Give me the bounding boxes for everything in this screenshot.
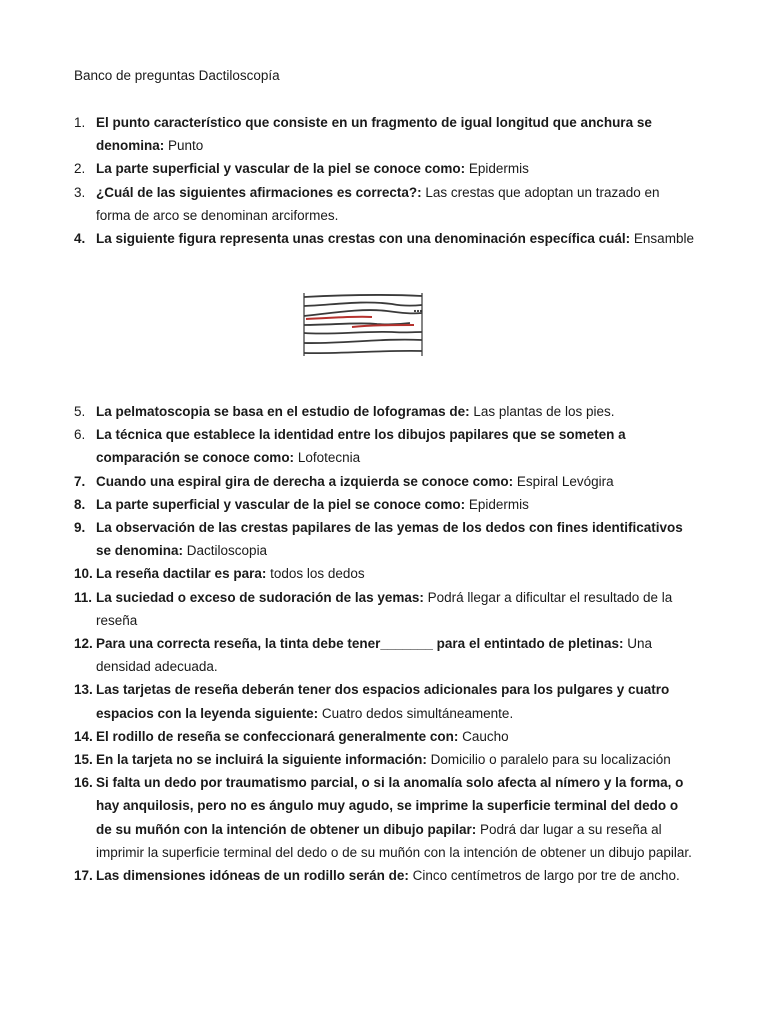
question-text: El rodillo de reseña se confeccionará generalmente con: bbox=[96, 728, 459, 744]
question-text: Las dimensiones idóneas de un rodillo serán de: bbox=[96, 868, 409, 884]
ridge-figure bbox=[302, 292, 428, 358]
question-text: Para una correcta reseña, la tinta debe tener_______ para el entintado de pletinas: bbox=[96, 636, 624, 652]
question-number: 1. bbox=[74, 115, 86, 130]
question-text: La suciedad o exceso de sudoración de las yemas: bbox=[96, 589, 424, 605]
question-number: 14. bbox=[74, 728, 93, 744]
question-text: La pelmatoscopia se basa en el estudio de lofogramas de: bbox=[96, 404, 470, 419]
question-number: 7. bbox=[74, 473, 86, 489]
figure-dot bbox=[420, 310, 422, 312]
question-text: El punto característico que consiste en un fragmento de igual longitud que anchura se denomina: bbox=[96, 115, 652, 154]
question-item bbox=[74, 586, 696, 632]
question-text: ¿Cuál de las siguientes afirmaciones es correcta?: bbox=[96, 184, 422, 200]
question-number: 11. bbox=[74, 589, 93, 605]
question-item bbox=[74, 864, 696, 887]
question-item bbox=[74, 748, 696, 771]
question-item bbox=[74, 771, 696, 864]
question-item bbox=[74, 400, 696, 423]
question-text: La técnica que establece la identidad entre los dibujos papilares que se someten a comparación se conoce como: bbox=[96, 427, 626, 466]
answer-text: Dactiloscopia bbox=[183, 543, 268, 559]
question-text: La siguiente figura representa unas crestas con una denominación específica cuál: bbox=[96, 231, 631, 247]
question-number: 12. bbox=[74, 636, 93, 652]
answer-text: Lofotecnia bbox=[294, 450, 361, 466]
question-number: 3. bbox=[74, 184, 86, 200]
ridge-line bbox=[304, 310, 422, 316]
figure-dot bbox=[417, 310, 419, 312]
question-number: 17. bbox=[74, 868, 93, 884]
ridge-line bbox=[304, 332, 422, 334]
answer-text: Punto bbox=[164, 138, 204, 154]
question-item bbox=[74, 423, 696, 469]
question-number: 9. bbox=[74, 520, 86, 536]
answer-text: Espiral Levógira bbox=[513, 473, 614, 489]
answer-text: Las crestas que adoptan un trazado en forma de arco se denominan arciformes. bbox=[96, 184, 660, 223]
question-item bbox=[74, 111, 696, 157]
ridge-line bbox=[304, 295, 422, 297]
question-number: 5. bbox=[74, 404, 86, 419]
answer-text: Cinco centímetros de largo por tre de ancho. bbox=[408, 868, 680, 884]
ridge-line bbox=[304, 302, 422, 306]
question-number: 10. bbox=[74, 566, 93, 582]
answer-text: Podrá dar lugar a su reseña al imprimir la superficie terminal del dedo o de su muñón con la intención de obtener un dibujo papilar. bbox=[96, 821, 692, 860]
answer-text: Domicilio o paralelo para su localización bbox=[426, 752, 671, 768]
question-item bbox=[74, 725, 696, 748]
question-number: 4. bbox=[74, 231, 86, 247]
question-item bbox=[74, 516, 696, 562]
question-item bbox=[74, 157, 696, 180]
answer-text: Las plantas de los pies. bbox=[469, 404, 615, 419]
answer-text: Podrá llegar a dificultar el resultado de la reseña bbox=[96, 589, 673, 628]
question-number: 6. bbox=[74, 427, 86, 443]
answer-text: Caucho bbox=[458, 728, 509, 744]
answer-text: Ensamble bbox=[630, 231, 694, 247]
ridge-line-highlight bbox=[352, 325, 414, 327]
question-number: 13. bbox=[74, 682, 93, 698]
question-text: La observación de las crestas papilares de las yemas de los dedos con fines identificativos se denomina: bbox=[96, 520, 683, 559]
question-text: La parte superficial y vascular de la piel se conoce como: bbox=[96, 496, 466, 512]
question-item bbox=[74, 227, 696, 250]
question-text: La reseña dactilar es para: bbox=[96, 566, 267, 582]
answer-text: todos los dedos bbox=[266, 566, 365, 582]
question-text: La parte superficial y vascular de la piel se conoce como: bbox=[96, 161, 466, 177]
question-list-top bbox=[74, 111, 696, 250]
question-item bbox=[74, 181, 696, 227]
question-text: Cuando una espiral gira de derecha a izquierda se conoce como: bbox=[96, 473, 514, 489]
document-title: Banco de preguntas Dactiloscopía bbox=[74, 68, 280, 83]
question-number: 8. bbox=[74, 496, 86, 512]
question-number: 16. bbox=[74, 775, 93, 791]
question-number: 2. bbox=[74, 161, 86, 177]
question-item bbox=[74, 632, 696, 678]
question-item bbox=[74, 562, 696, 585]
answer-text: Epidermis bbox=[465, 161, 529, 177]
ridge-line bbox=[304, 340, 422, 344]
answer-text: Una densidad adecuada. bbox=[96, 636, 652, 675]
question-item bbox=[74, 470, 696, 493]
question-item bbox=[74, 493, 696, 516]
ridge-line bbox=[304, 351, 422, 353]
question-item bbox=[74, 678, 696, 724]
question-number: 15. bbox=[74, 752, 93, 768]
question-text: Si falta un dedo por traumatismo parcial, o si la anomalía solo afecta al nímero y la forma, o hay anquilosis, pero no es ángulo muy agudo, se imprime la superficie terminal del dedo o de su muñón con la intención de obtener un dibujo papilar: bbox=[96, 775, 684, 837]
ridge-line-highlight bbox=[306, 317, 372, 319]
question-text: En la tarjeta no se incluirá la siguiente información: bbox=[96, 752, 427, 768]
question-text: Las tarjetas de reseña deberán tener dos espacios adicionales para los pulgares y cuatro espacios con la leyenda siguiente: bbox=[96, 682, 670, 721]
answer-text: Cuatro dedos simultáneamente. bbox=[318, 705, 514, 721]
question-list-bottom bbox=[74, 400, 696, 887]
answer-text: Epidermis bbox=[465, 496, 529, 512]
figure-dot bbox=[414, 310, 416, 312]
